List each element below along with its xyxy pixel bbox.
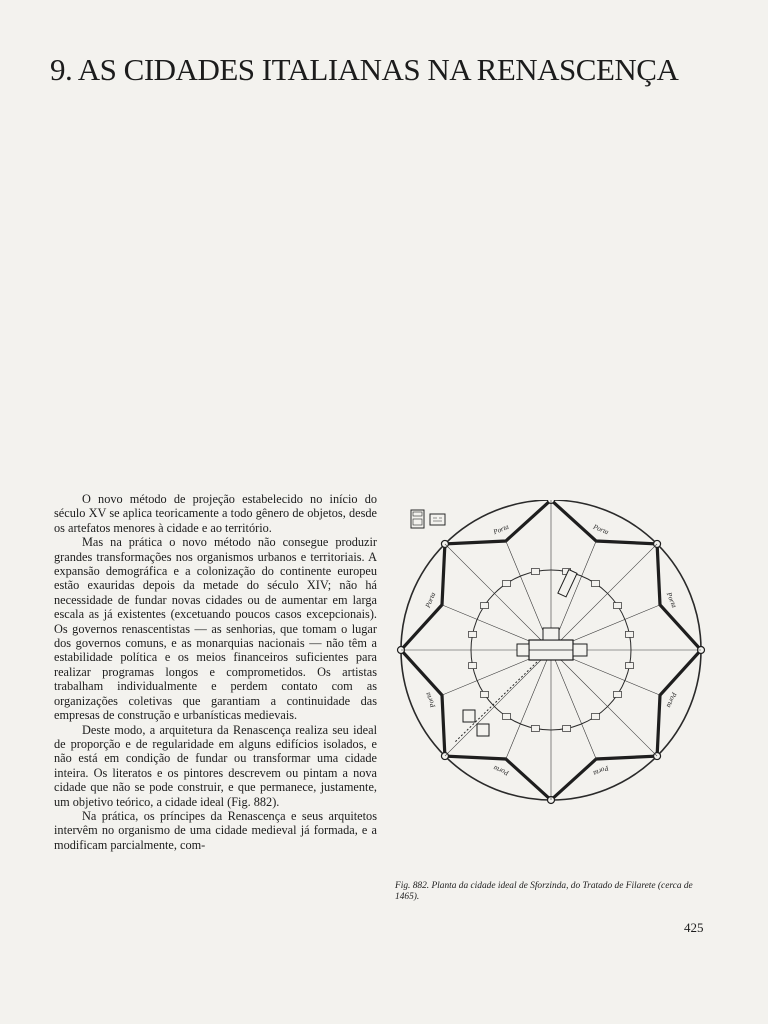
palace-block	[517, 644, 529, 656]
market-square	[480, 691, 488, 697]
market-square	[503, 580, 511, 586]
market-square	[614, 691, 622, 697]
page-number: 425	[684, 920, 704, 935]
gate-label: Porta	[423, 690, 438, 709]
palace-block	[573, 644, 587, 656]
market-square	[480, 603, 488, 609]
paragraph: Na prática, os príncipes da Renascença e seus arquitetos intervêm no organismo de uma cidade medieval já formada, e a modificam parcialmente, com-	[54, 808, 377, 852]
market-square	[625, 663, 633, 669]
radial-street	[551, 650, 596, 759]
radial-street	[551, 650, 657, 756]
building-block	[477, 724, 489, 736]
building-block	[558, 570, 577, 597]
market-square	[625, 631, 633, 637]
radial-street	[551, 544, 657, 650]
paragraph: Mas na prática o novo método não consegue produzir grandes transformações nos organismos urbanos e territoriais. A expansão demográfica e a colonização do continente europeu estão exauridas depois da metade do século XIV; não há necessidade de fundar novas cidades ou de aumentar em larga escala as já existentes (excetuando poucos casos excepcionais). Os governos renascentistas — as senhorias, que tomam o lugar dos governos comuns, e as monarquias nacionais — não têm a estabilidade política e os meios financeiros suficientes para realizar programas longos e comprometidos. Os artistas trabalham individualmente e perdem contato com as organizações coletivas que garantiam a continuidade das empresas de construção e urbanísticas medievais.	[54, 535, 377, 723]
radial-street	[506, 650, 551, 759]
stamp-mark-detail	[433, 518, 442, 521]
gate-label: Porta	[492, 522, 511, 537]
body-text	[54, 492, 377, 852]
gate-label: Porta	[664, 591, 679, 610]
gate-label: Porta	[591, 763, 610, 778]
market-square	[531, 725, 539, 731]
stamp-mark	[430, 514, 445, 525]
cathedral-block	[543, 628, 559, 640]
radial-street	[445, 650, 551, 756]
paragraph: Deste modo, a arquitetura da Renascença realiza seu ideal de proporção e de regularidade em alguns edifícios isolados, e não está em condição de fundar ou transformar uma cidade inteira. Os literatos e os pintores descrevem ou pintam a nova cidade que não se pode construir, e que permanece, justamente, um objetivo teórico, a cidade ideal (Fig. 882).	[54, 722, 377, 809]
sforzinda-plan-drawing	[391, 500, 711, 810]
seal-mark-detail	[413, 519, 422, 525]
market-square	[563, 725, 571, 731]
gate-label: Porta	[591, 522, 610, 537]
market-square	[469, 631, 477, 637]
market-square	[614, 603, 622, 609]
paragraph: O novo método de projeção estabelecido no início do século XV se aplica teoricamente a todo gênero de objetos, desde os artefatos menores à cidade e ao território.	[54, 492, 377, 535]
figure-caption: Fig. 882. Planta da cidade ideal de Sforzinda, do Tratado de Filarete (cerca de 1465).	[395, 881, 693, 902]
gate-label: Porta	[664, 690, 679, 709]
market-square	[591, 580, 599, 586]
market-square	[591, 714, 599, 720]
building-block	[463, 710, 475, 722]
canal	[455, 662, 537, 742]
sforzinda-plan-figure	[391, 500, 711, 810]
market-square	[531, 569, 539, 575]
seal-mark-detail	[413, 512, 422, 516]
radial-street	[445, 544, 551, 650]
chapter-title: 9. AS CIDADES ITALIANAS NA RENASCENÇA	[50, 52, 679, 87]
gate-label: Porta	[423, 591, 438, 610]
gate-label: Porta	[492, 763, 511, 778]
market-square	[503, 714, 511, 720]
market-square	[469, 663, 477, 669]
